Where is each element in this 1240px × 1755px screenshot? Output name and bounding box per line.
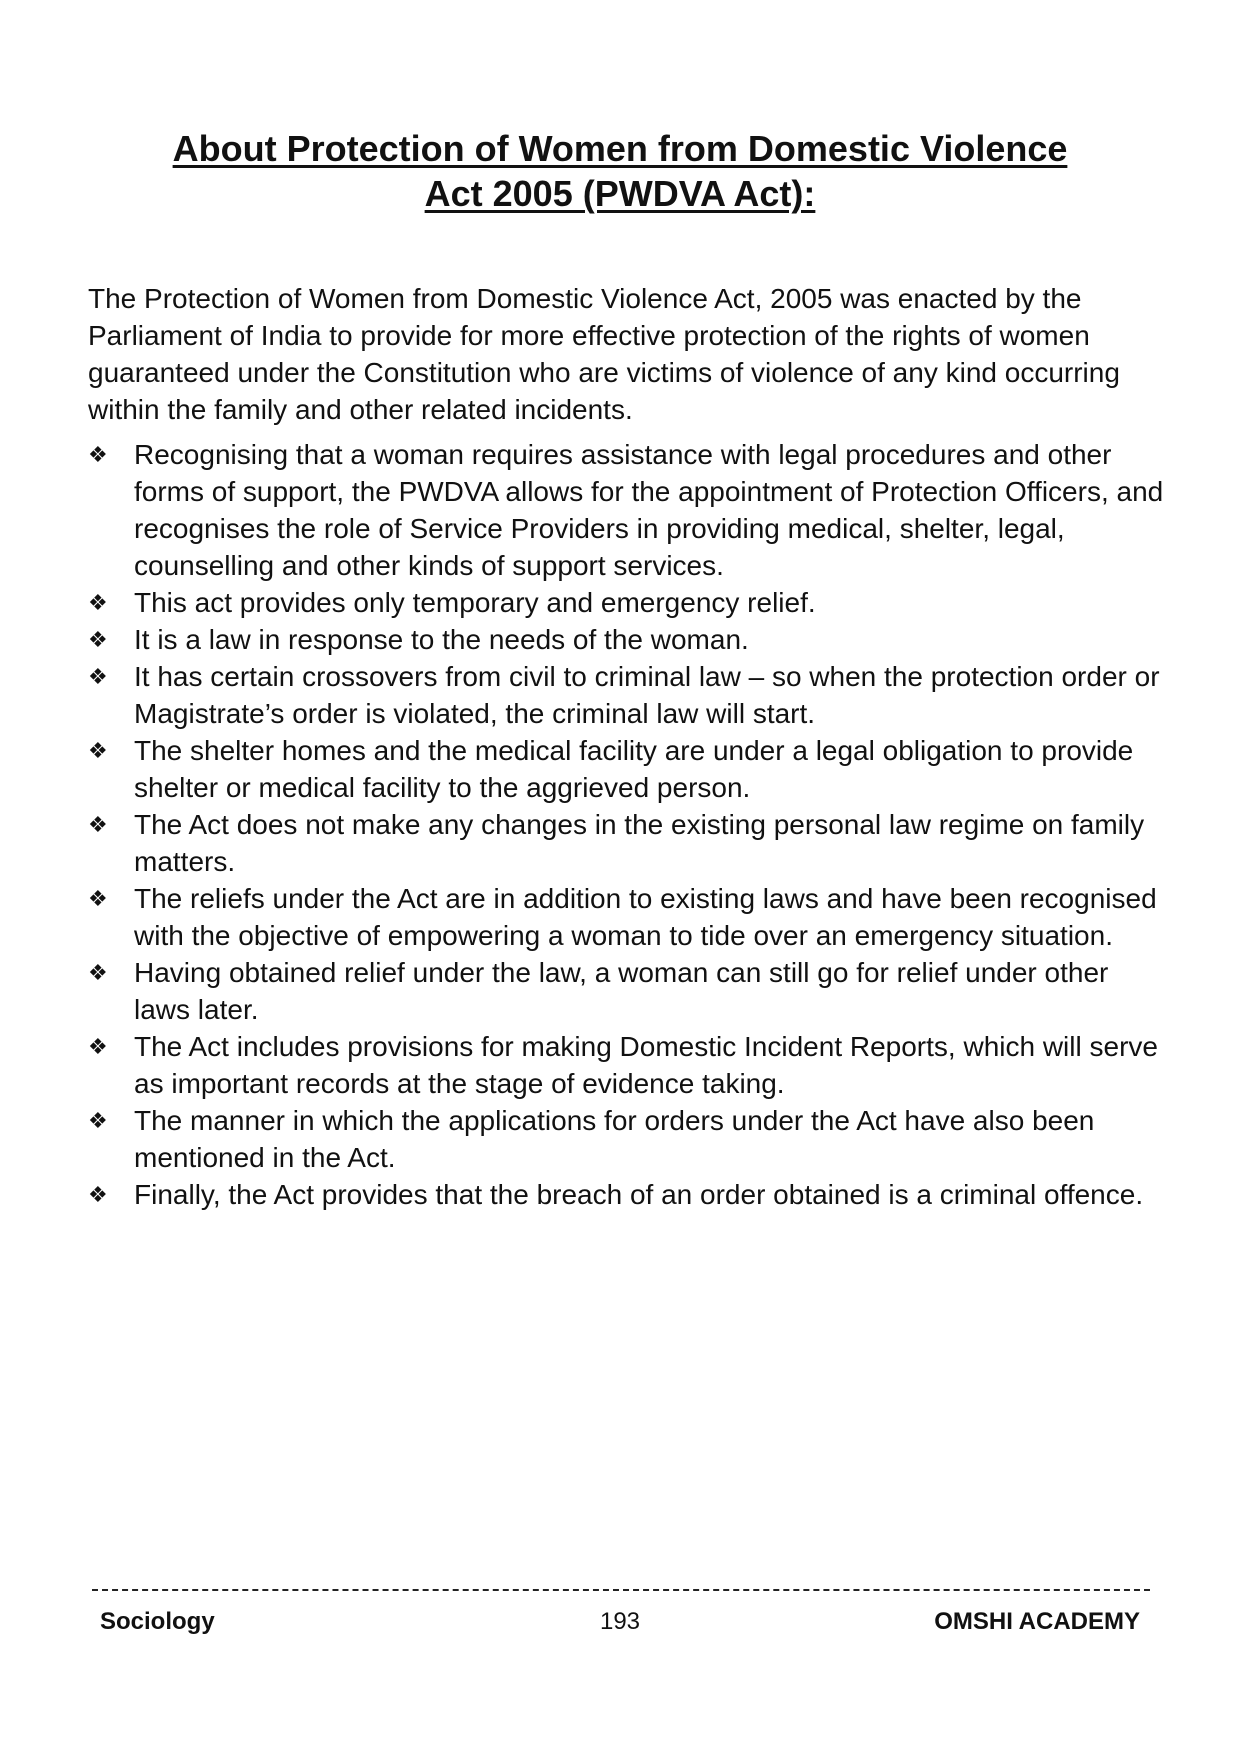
diamond-bullet-icon: ❖ [88,664,108,689]
footer-divider [92,1589,1150,1591]
list-item: ❖ The reliefs under the Act are in addition to existing laws and have been recognised with the objective of empowering a woman to tide over an emergency situation. [88,880,1168,954]
diamond-bullet-icon: ❖ [88,442,108,467]
diamond-bullet-icon: ❖ [88,886,108,911]
list-item: ❖ Finally, the Act provides that the breach of an order obtained is a criminal offence. [88,1176,1168,1213]
diamond-bullet-icon: ❖ [88,960,108,985]
footer-subject: Sociology [100,1608,215,1635]
list-item: ❖ The manner in which the applications for orders under the Act have also been mentioned in the Act. [88,1102,1168,1176]
diamond-bullet-icon: ❖ [88,1034,108,1059]
diamond-bullet-icon: ❖ [88,738,108,763]
title-line-1: About Protection of Women from Domestic Violence [172,128,1068,169]
list-item: ❖ This act provides only temporary and emergency relief. [88,584,1168,621]
diamond-bullet-icon: ❖ [88,627,108,652]
title-line-2: Act 2005 (PWDVA Act): [424,173,816,214]
list-item: ❖ The Act does not make any changes in the existing personal law regime on family matters. [88,806,1168,880]
diamond-bullet-icon: ❖ [88,1182,108,1207]
intro-paragraph: The Protection of Women from Domestic Violence Act, 2005 was enacted by the Parliament of India to provide for more effective protection of the rights of women guaranteed under the Constitution who are victims of violence of any kind occurring within the family and other related incidents. [88,283,1120,425]
diamond-bullet-icon: ❖ [88,590,108,615]
page-title [120,126,1120,216]
list-item: ❖ It is a law in response to the needs of the woman. [88,621,1168,658]
footer-publisher: OMSHI ACADEMY [934,1608,1140,1635]
list-item: ❖ It has certain crossovers from civil to criminal law – so when the protection order or Magistrate’s order is violated, the criminal law will start. [88,658,1168,732]
list-item: ❖ The Act includes provisions for making Domestic Incident Reports, which will serve as important records at the stage of evidence taking. [88,1028,1168,1102]
list-item: ❖ Having obtained relief under the law, a woman can still go for relief under other laws later. [88,954,1168,1028]
list-item: ❖ Recognising that a woman requires assistance with legal procedures and other forms of support, the PWDVA allows for the appointment of Protection Officers, and recognises the role of Service Providers in providing medical, shelter, legal, counselling and other kinds of support services. [88,436,1168,584]
diamond-bullet-icon: ❖ [88,1108,108,1133]
bullet-list [88,436,1168,1213]
list-item: ❖ The shelter homes and the medical facility are under a legal obligation to provide shelter or medical facility to the aggrieved person. [88,732,1168,806]
diamond-bullet-icon: ❖ [88,812,108,837]
page-number: 193 [599,1608,641,1635]
